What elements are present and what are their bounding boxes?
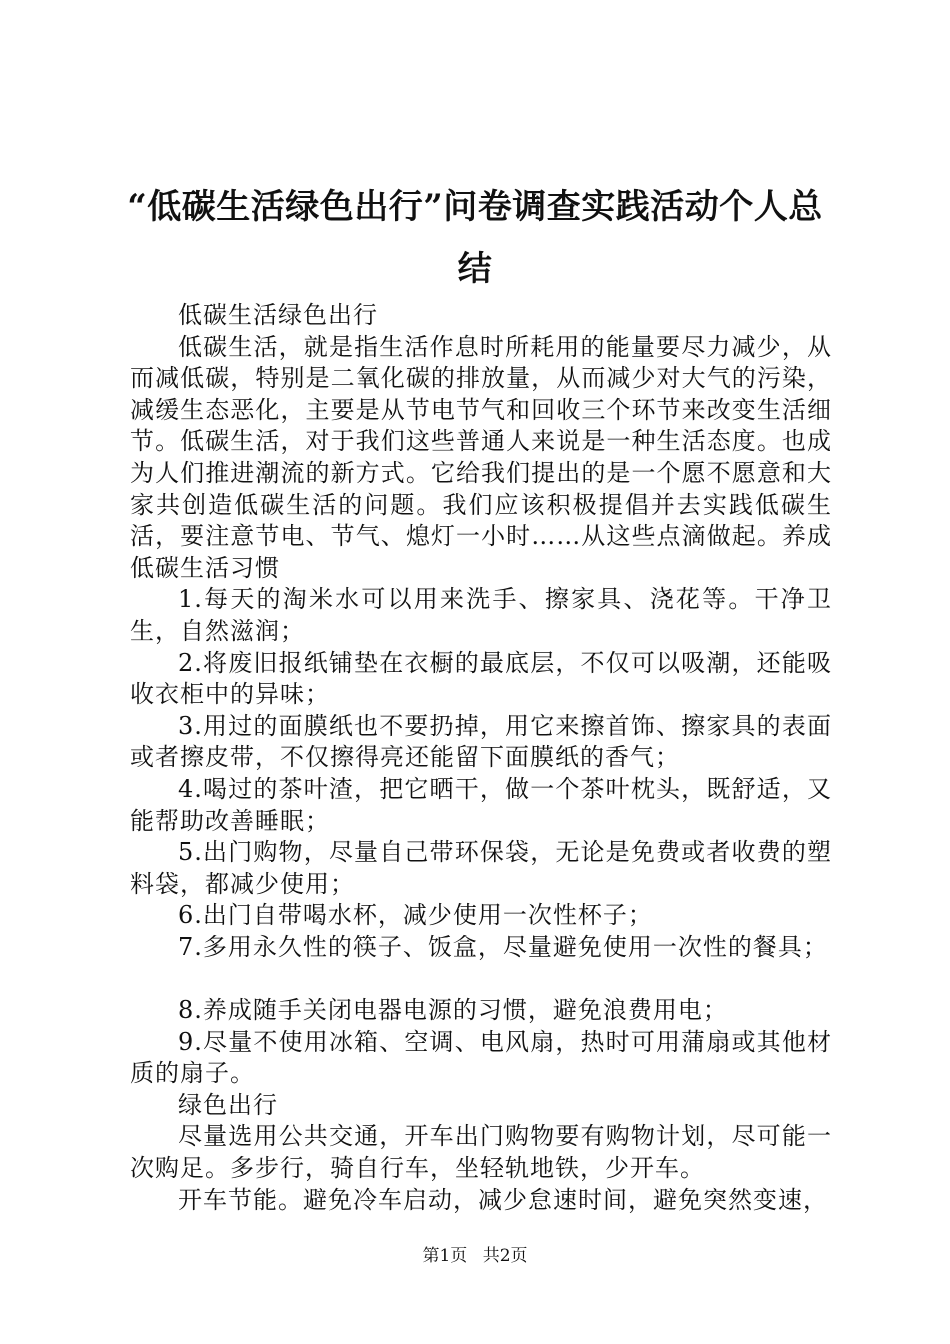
list-item: 4.喝过的茶叶渣，把它晒干，做一个茶叶枕头，既舒适，又能帮助改善睡眠；: [130, 774, 832, 835]
page-number: 第1页: [422, 1246, 468, 1266]
page-footer: [0, 1244, 950, 1268]
page-title: “低碳生活绿色出行”问卷调查实践活动个人总结: [127, 187, 823, 289]
body-paragraph: 开车节能。避免冷车启动，减少怠速时间，避免突然变速，: [178, 1185, 828, 1214]
list-item: 5.出门购物，尽量自己带环保袋，无论是免费或者收费的塑料袋，都减少使用；: [130, 838, 832, 898]
section-heading-green-travel: 绿色出行: [178, 1090, 278, 1119]
blank-line: [130, 963, 832, 995]
page-total: 共2页: [482, 1246, 528, 1266]
intro-paragraph: 低碳生活，就是指生活作息时所耗用的能量要尽力减少，从而减低碳，特别是二氧化碳的排放量，从而减少对大气的污染，减缓生态恶化，主要是从节电节气和回收三个环节来改变生活细节。低碳生活，对于我们这些普通人来说是一种生活态度。也成为人们推进潮流的新方式。它给我们提出的是一个愿不愿意和大家共创造低碳生活的问题。我们应该积极提倡并去实践低碳生活，要注意节电、节气、熄灯一小时……从这些点滴做起。养成低碳生活习惯: [130, 332, 832, 582]
list-item: 7.多用永久性的筷子、饭盒，尽量避免使用一次性的餐具；: [178, 932, 828, 961]
body-paragraph: 尽量选用公共交通，开车出门购物要有购物计划，尽可能一次购足。多步行，骑自行车，坐轻轨地铁，少开车。: [130, 1122, 832, 1183]
list-item: 9.尽量不使用冰箱、空调、电风扇，热时可用蒲扇或其他材质的扇子。: [130, 1027, 832, 1088]
list-item: 2.将废旧报纸铺垫在衣橱的最底层，不仅可以吸潮，还能吸收衣柜中的异味；: [130, 648, 832, 709]
list-item: 8.养成随手关闭电器电源的习惯，避免浪费用电；: [178, 996, 728, 1025]
list-item: 1.每天的淘米水可以用来洗手、擦家具、浇花等。干净卫生，自然滋润；: [130, 585, 832, 645]
list-item: 3.用过的面膜纸也不要扔掉，用它来擦首饰、擦家具的表面或者擦皮带，不仅擦得亮还能留下面膜纸的香气；: [130, 711, 832, 772]
list-item: 6.出门自带喝水杯，减少使用一次性杯子；: [178, 901, 653, 930]
section-heading-low-carbon: 低碳生活绿色出行: [178, 301, 378, 329]
document-body: [130, 300, 832, 1216]
